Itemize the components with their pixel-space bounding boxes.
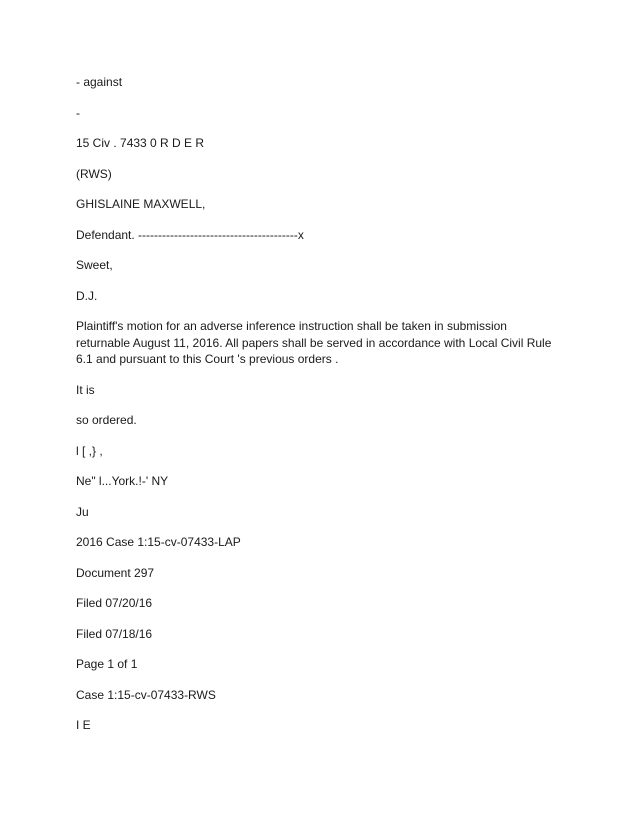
filed-date-1: Filed 07/20/16	[76, 596, 153, 610]
page-number: Page 1 of 1	[76, 657, 138, 671]
judge-initials: (RWS)	[76, 166, 112, 181]
so-ordered-text: so ordered.	[76, 413, 137, 427]
it-is-text: It is	[76, 382, 95, 397]
case-header-lap: 2016 Case 1:15-cv-07433-LAP	[76, 535, 241, 549]
document-body	[76, 74, 566, 748]
filed-date-2: Filed 07/18/16	[76, 626, 153, 641]
signature-ocr-text: l [ ,} ,	[76, 443, 103, 458]
caption-dash: -	[76, 105, 80, 120]
defendant-label: Defendant. ----------------------------------------x	[76, 227, 304, 242]
caption-against: - against	[76, 75, 123, 89]
judge-name: Sweet,	[76, 258, 113, 272]
case-header-rws: Case 1:15-cv-07433-RWS	[76, 687, 216, 702]
defendant-name: GHISLAINE MAXWELL,	[76, 197, 206, 211]
document-number: Document 297	[76, 565, 155, 580]
order-body-text: Plaintiff's motion for an adverse inference instruction shall be taken in submission returnable August 11, 2016. All papers shall be served in accordance with Local Civil Rule 6.1 and pursuant to this Court 's previous orders .	[76, 319, 555, 366]
trailing-fragment: I E	[76, 718, 91, 732]
location-text: Ne" l...York.!-' NY	[76, 474, 169, 488]
date-fragment: Ju	[76, 504, 89, 519]
judge-title: D.J.	[76, 288, 98, 303]
case-number-order-heading: 15 Civ . 7433 0 R D E R	[76, 136, 205, 150]
